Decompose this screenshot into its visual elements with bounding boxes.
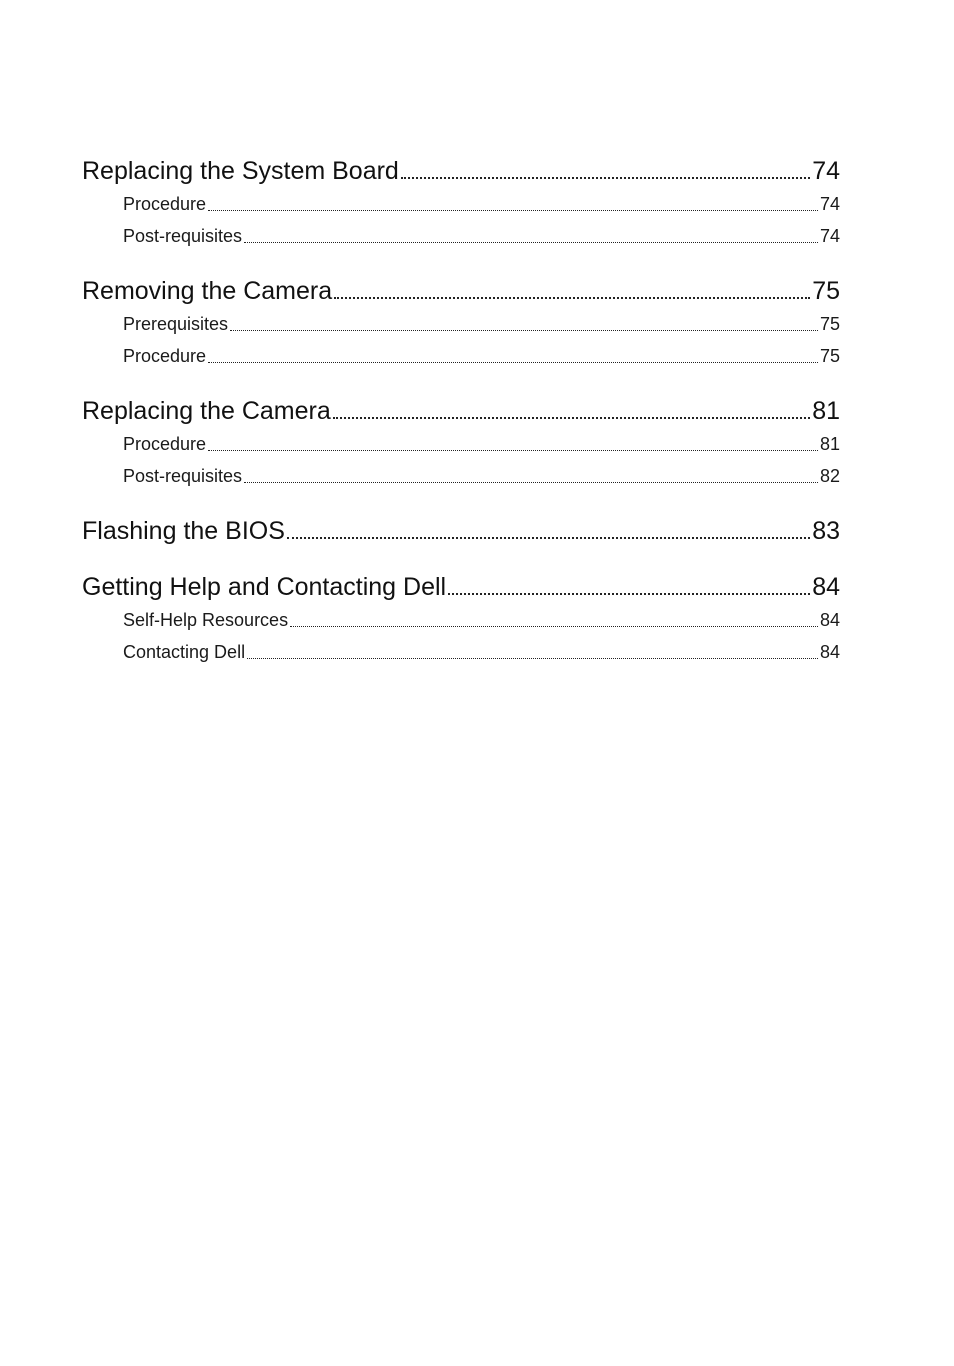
page-number: 81: [812, 397, 840, 425]
subentry-title: Procedure: [123, 194, 207, 214]
dot-leader: [334, 274, 810, 308]
toc-section: [82, 154, 840, 252]
page-number: 74: [819, 194, 840, 214]
chapter-title: Replacing the Camera: [82, 397, 331, 425]
dot-leader: [287, 514, 810, 548]
dot-leader: [401, 154, 810, 188]
subentry-title: Prerequisites: [123, 314, 229, 334]
toc-subentry[interactable]: [82, 220, 840, 252]
dot-leader: [290, 604, 818, 636]
dot-leader: [208, 188, 818, 220]
page-number: 74: [819, 226, 840, 246]
page-number: 83: [812, 517, 840, 545]
toc-section: [82, 394, 840, 492]
toc-chapter-entry[interactable]: [82, 570, 840, 604]
toc-chapter-entry[interactable]: [82, 154, 840, 188]
chapter-title: Replacing the System Board: [82, 157, 399, 185]
subentry-title: Self-Help Resources: [123, 610, 289, 630]
dot-leader: [333, 394, 810, 428]
toc-section: [82, 274, 840, 372]
toc-subentry[interactable]: [82, 636, 840, 668]
toc-chapter-entry[interactable]: [82, 394, 840, 428]
toc-subentry[interactable]: [82, 188, 840, 220]
table-of-contents: [82, 154, 840, 668]
page-number: 84: [812, 573, 840, 601]
toc-subentry[interactable]: [82, 604, 840, 636]
dot-leader: [208, 340, 818, 372]
page-number: 84: [819, 610, 840, 630]
subentry-title: Post-requisites: [123, 226, 243, 246]
dot-leader: [208, 428, 818, 460]
toc-subentry[interactable]: [82, 428, 840, 460]
subentry-title: Procedure: [123, 434, 207, 454]
toc-subentry[interactable]: [82, 460, 840, 492]
dot-leader: [448, 570, 810, 604]
toc-subentry[interactable]: [82, 308, 840, 340]
page-number: 84: [819, 642, 840, 662]
page-number: 75: [812, 277, 840, 305]
dot-leader: [244, 460, 818, 492]
dot-leader: [230, 308, 818, 340]
toc-subentry[interactable]: [82, 340, 840, 372]
subentry-title: Post-requisites: [123, 466, 243, 486]
toc-section: [82, 570, 840, 668]
chapter-title: Flashing the BIOS: [82, 517, 285, 545]
toc-section: [82, 514, 840, 548]
toc-chapter-entry[interactable]: [82, 274, 840, 308]
subentry-title: Procedure: [123, 346, 207, 366]
subentry-title: Contacting Dell: [123, 642, 246, 662]
dot-leader: [247, 636, 818, 668]
toc-chapter-entry[interactable]: [82, 514, 840, 548]
page-number: 82: [819, 466, 840, 486]
page-number: 81: [819, 434, 840, 454]
chapter-title: Getting Help and Contacting Dell: [82, 573, 447, 601]
chapter-title: Removing the Camera: [82, 277, 333, 305]
dot-leader: [244, 220, 818, 252]
page-number: 75: [819, 346, 840, 366]
page-number: 74: [812, 157, 840, 185]
page-number: 75: [819, 314, 840, 334]
